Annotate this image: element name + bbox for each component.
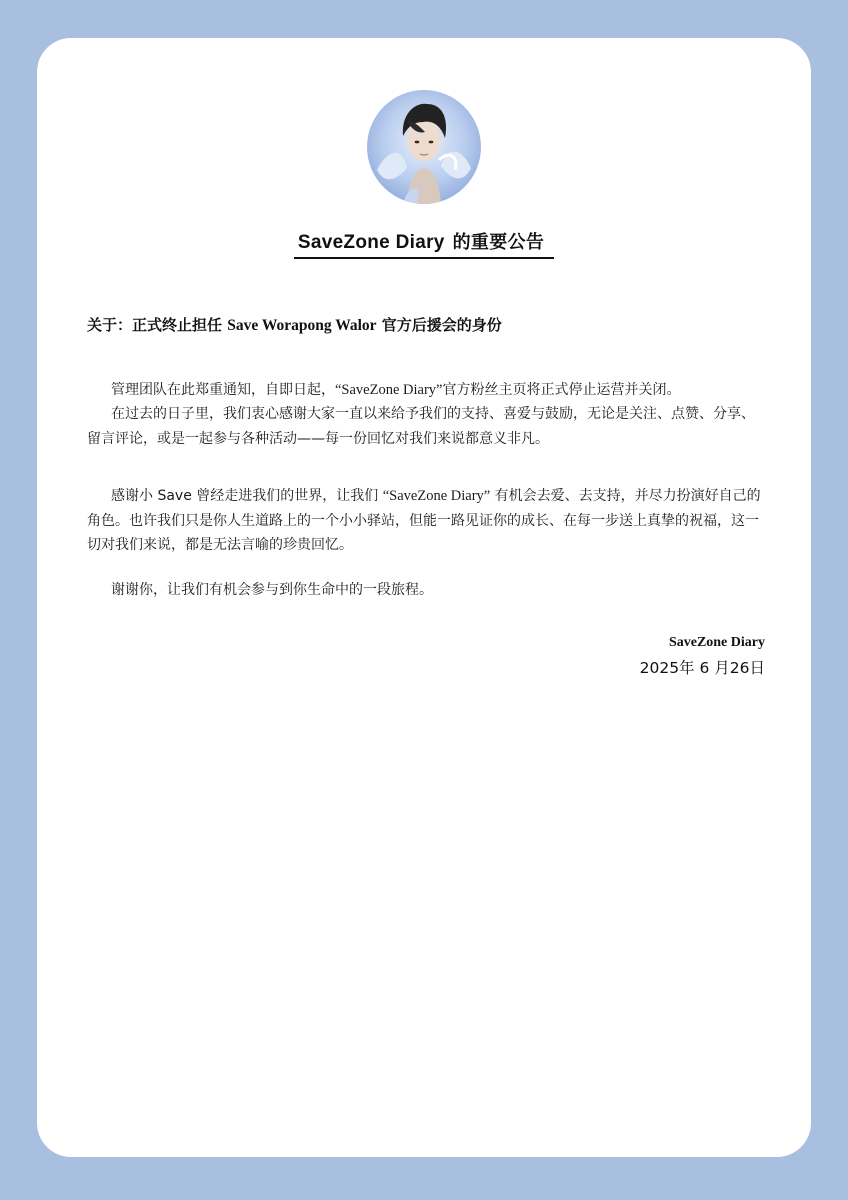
subject-line	[87, 314, 502, 335]
page-title-latin: SaveZone Diary	[297, 232, 445, 253]
avatar	[367, 90, 481, 204]
paragraph-gratitude	[87, 484, 767, 558]
signature-date: 2025年 6 月26日	[639, 659, 765, 677]
paragraph-notice-brand: “SaveZone Diary”	[335, 382, 443, 398]
announcement-card	[37, 38, 811, 1157]
page-title-wrapper	[37, 228, 811, 259]
subject-suffix: 官方后援会的身份	[376, 316, 502, 334]
avatar-image	[367, 90, 481, 204]
paragraph-closing: 谢谢你，让我们有机会参与到你生命中的一段旅程。	[111, 582, 433, 598]
subject-prefix: 关于：正式终止担任	[87, 316, 228, 334]
page-title-cn: 的重要公告	[452, 232, 545, 253]
paragraph-gratitude-b: 有机会去爱、去支持，并尽力扮演好自己的角色。也许我们只是你人生道路上的一个小小驿站，但能一路见证你的成长、在每一步送上真挚的祝福，这一切对我们来说，都是无法言喻的珍贵回忆。	[87, 488, 761, 553]
signature-name: SaveZone Diary	[668, 635, 765, 650]
paragraph-gratitude-brand: “SaveZone Diary”	[382, 488, 491, 504]
paragraph-gratitude-a: 感谢小 Save 曾经走进我们的世界，让我们	[111, 488, 383, 504]
subject-artist-name: Save Worapong Walor	[227, 317, 377, 334]
paragraph-notice-a: 管理团队在此郑重通知，自即日起，	[111, 382, 335, 398]
paragraph-notice-b: 官方粉丝主页将正式停止运营并关闭。	[442, 382, 681, 398]
paragraph-thanks: 在过去的日子里，我们衷心感谢大家一直以来给予我们的支持、喜爱与鼓励，无论是关注、点赞、分享、留言评论，或是一起参与各种活动——每一份回忆对我们来说都意义非凡。	[87, 406, 755, 447]
page-title	[294, 228, 554, 259]
paragraph-notice	[87, 378, 767, 403]
